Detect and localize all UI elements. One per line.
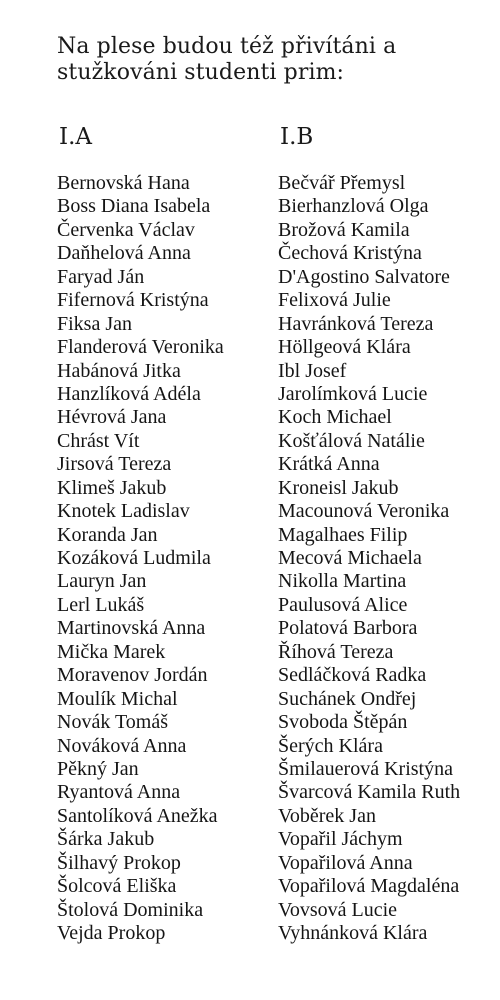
student-name: Klimeš Jakub [57, 476, 167, 499]
student-name: Bernovská Hana [57, 172, 190, 194]
student-name: Lerl Lukáš [57, 593, 145, 616]
student-name: Šilhavý Prokop [57, 851, 181, 874]
student-name: Svoboda Štěpán [278, 711, 408, 734]
student-name: Fiksa Jan [57, 312, 132, 335]
student-name: Ibl Josef [278, 359, 347, 382]
student-name: Čechová Kristýna [278, 242, 422, 265]
student-name: Moulík Michal [57, 687, 178, 710]
student-name: Mecová Michaela [278, 547, 422, 569]
student-list-ib [278, 172, 460, 945]
student-name: Lauryn Jan [57, 570, 147, 593]
student-name: Moravenov Jordán [57, 664, 208, 687]
student-name: Jarolímková Lucie [278, 382, 428, 405]
student-name: Macounová Veronika [278, 500, 450, 523]
student-name: Vejda Prokop [57, 922, 166, 944]
student-name: D'Agostino Salvatore [278, 265, 450, 288]
student-name: Šerých Klára [278, 734, 383, 757]
student-name: Voběrek Jan [278, 804, 376, 827]
student-name: Sedláčková Radka [278, 664, 427, 687]
student-name: Boss Diana Isabela [57, 195, 211, 218]
announcement-heading [57, 34, 477, 86]
student-name: Hévrová Jana [57, 406, 167, 429]
heading-line-1: Na plese budou též přivítáni a [57, 34, 397, 59]
student-name: Pěkný Jan [57, 757, 139, 780]
student-name: Nováková Anna [57, 734, 187, 757]
student-name: Ryantová Anna [57, 781, 181, 804]
student-name: Kroneisl Jakub [278, 476, 399, 499]
student-name: Hanzlíková Adéla [57, 382, 201, 405]
student-name: Mička Marek [57, 640, 166, 663]
student-name: Bečvář Přemysl [278, 172, 406, 194]
student-name: Říhová Tereza [278, 640, 394, 663]
class-label-ib: I.B [280, 124, 314, 150]
student-name: Koranda Jan [57, 523, 158, 546]
student-name: Paulusová Alice [278, 593, 408, 616]
student-name: Faryad Ján [57, 265, 145, 288]
student-name: Šolcová Eliška [57, 875, 177, 898]
student-name: Flanderová Veronika [57, 336, 224, 359]
student-name: Štolová Dominika [57, 898, 204, 921]
student-name: Kozáková Ludmila [57, 547, 211, 569]
student-name: Knotek Ladislav [57, 500, 190, 523]
student-name: Magalhaes Filip [278, 523, 408, 546]
student-name: Koch Michael [278, 406, 392, 429]
student-name: Höllgeová Klára [278, 336, 411, 359]
student-name: Bierhanzlová Olga [278, 195, 429, 218]
student-name: Vovsová Lucie [278, 898, 398, 921]
student-name: Martinovská Anna [57, 617, 206, 640]
student-name: Habánová Jitka [57, 359, 181, 382]
student-name: Červenka Václav [57, 218, 195, 241]
student-name: Vopařilová Magdaléna [278, 875, 460, 898]
class-label-ia: I.A [59, 124, 93, 150]
student-name: Chrást Vít [57, 429, 140, 452]
student-name: Brožová Kamila [278, 218, 410, 241]
student-name: Polatová Barbora [278, 617, 418, 640]
student-name: Santolíková Anežka [57, 804, 218, 827]
student-name: Suchánek Ondřej [278, 687, 417, 710]
student-name: Fifernová Kristýna [57, 289, 209, 312]
student-name: Felixová Julie [278, 289, 391, 312]
student-name: Vopařilová Anna [278, 851, 413, 874]
student-name: Novák Tomáš [57, 711, 168, 734]
student-name: Šmilauerová Kristýna [278, 757, 453, 780]
student-name: Vyhnánková Klára [278, 922, 428, 944]
student-name: Košťálová Natálie [278, 429, 425, 452]
student-name: Šárka Jakub [57, 828, 155, 851]
student-name: Nikolla Martina [278, 570, 407, 593]
student-list-ia [57, 172, 224, 945]
heading-line-2: stužkováni studenti prim: [57, 60, 345, 85]
student-name: Krátká Anna [278, 453, 380, 476]
student-name: Jirsová Tereza [57, 453, 172, 476]
student-name: Vopařil Jáchym [278, 828, 403, 851]
student-name: Havránková Tereza [278, 312, 434, 335]
student-name: Daňhelová Anna [57, 242, 191, 265]
student-name: Švarcová Kamila Ruth [278, 781, 461, 804]
